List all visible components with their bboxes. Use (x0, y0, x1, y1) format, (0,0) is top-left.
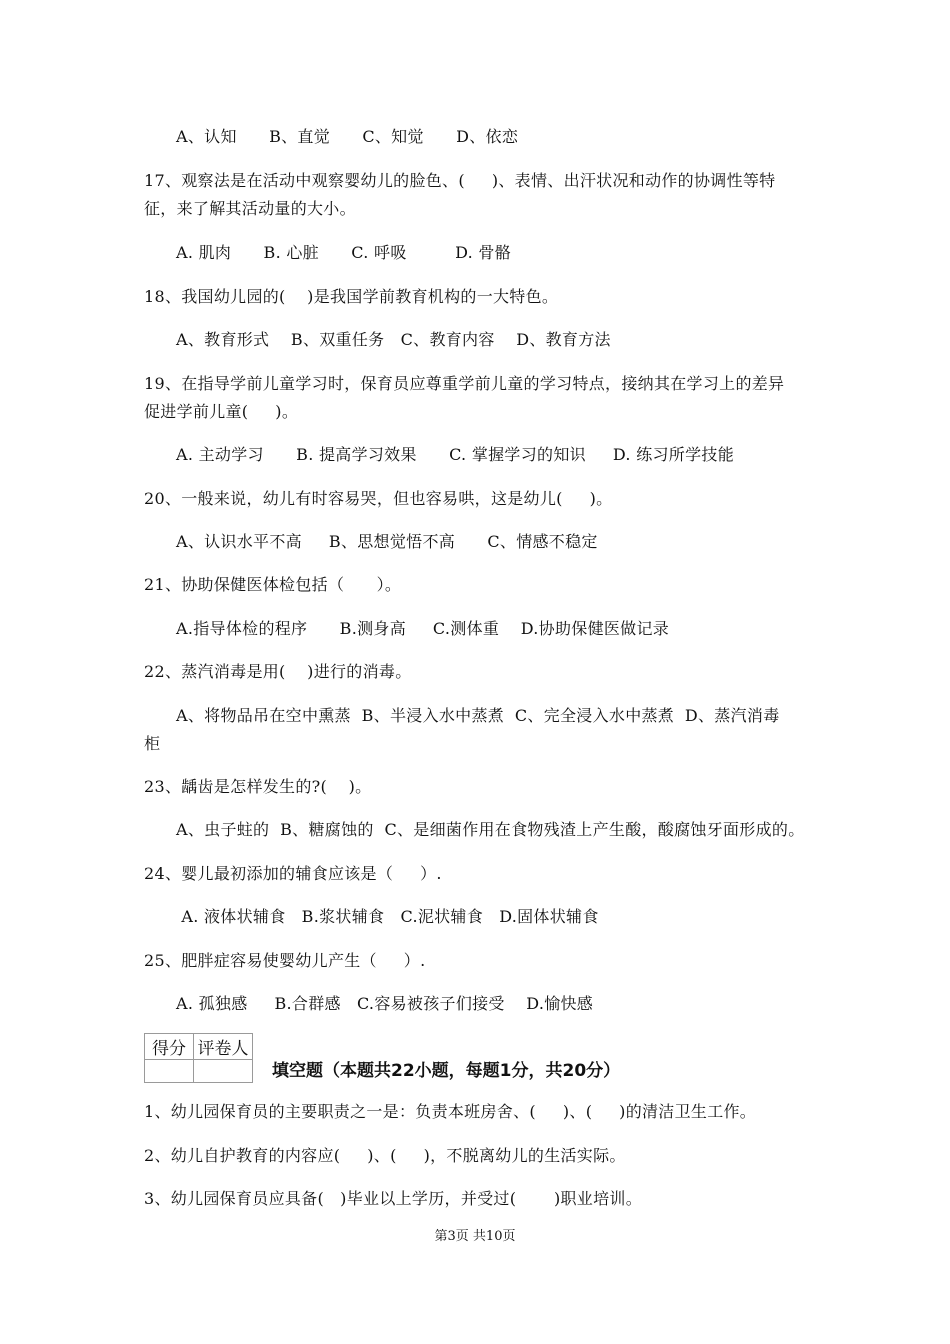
q23-text: 23、龋齿是怎样发生的?( )。 (144, 777, 372, 796)
q24-options: A. 液体状辅食 B.浆状辅食 C.泥状辅食 D.固体状辅食 (176, 907, 599, 926)
q19-text: 19、在指导学前儿童学习时，保育员应尊重学前儿童的学习特点，接纳其在学习上的差异 (144, 374, 785, 393)
q19-options: A. 主动学习 B. 提高学习效果 C. 掌握学习的知识 D. 练习所学技能 (176, 445, 734, 464)
q18-text: 18、我国幼儿园的( )是我国学前教育机构的一大特色。 (144, 287, 559, 306)
page-footer: 第3页 共10页 (434, 1229, 516, 1244)
q22-text: 22、蒸汽消毒是用( )进行的消毒。 (144, 662, 412, 681)
q20-text: 20、一般来说，幼儿有时容易哭，但也容易哄，这是幼儿( )。 (144, 489, 613, 508)
q25-text: 25、肥胖症容易使婴幼儿产生（ ）. (144, 951, 426, 970)
reviewer-label: 评卷人 (194, 1034, 253, 1060)
fill-q2: 2、幼儿自护教育的内容应( )、( )，不脱离幼儿的生活实际。 (144, 1146, 626, 1165)
q17-text-cont: 征，来了解其活动量的大小。 (144, 199, 356, 218)
fill-q1: 1、幼儿园保育员的主要职责之一是：负责本班房舍、( )、( )的清洁卫生工作。 (144, 1102, 757, 1121)
fill-q3: 3、幼儿园保育员应具备( )毕业以上学历，并受过( )职业培训。 (144, 1189, 643, 1208)
q19-text-cont: 促进学前儿童( )。 (144, 402, 299, 421)
q23-options: A、虫子蛀的 B、糖腐蚀的 C、是细菌作用在食物残渣上产生酸，酸腐蚀牙面形成的。 (176, 820, 805, 839)
score-cell (145, 1060, 194, 1083)
score-box (144, 1033, 253, 1083)
q25-options: A. 孤独感 B.合群感 C.容易被孩子们接受 D.愉快感 (176, 994, 594, 1013)
section-title: 填空题（本题共22小题，每题1分，共20分） (272, 1061, 621, 1081)
score-label: 得分 (145, 1034, 194, 1060)
q17-text: 17、观察法是在活动中观察婴幼儿的脸色、( )、表情、出汗状况和动作的协调性等特 (144, 171, 776, 190)
q20-options: A、认识水平不高 B、思想觉悟不高 C、情感不稳定 (176, 532, 598, 551)
q17-options: A. 肌肉 B. 心脏 C. 呼吸 D. 骨骼 (176, 243, 512, 262)
q21-text: 21、协助保健医体检包括（ ）。 (144, 575, 402, 594)
q22-options-cont: 柜 (144, 734, 161, 753)
q21-options: A.指导体检的程序 B.测身高 C.测体重 D.协助保健医做记录 (176, 619, 670, 638)
reviewer-cell (194, 1060, 253, 1083)
q18-options: A、教育形式 B、双重任务 C、教育内容 D、教育方法 (176, 330, 611, 349)
q16-options: A、认知 B、直觉 C、知觉 D、依恋 (176, 127, 519, 146)
q24-text: 24、婴儿最初添加的辅食应该是（ ）. (144, 864, 442, 883)
q22-options: A、将物品吊在空中熏蒸 B、半浸入水中蒸煮 C、完全浸入水中蒸煮 D、蒸汽消毒 (176, 706, 780, 725)
